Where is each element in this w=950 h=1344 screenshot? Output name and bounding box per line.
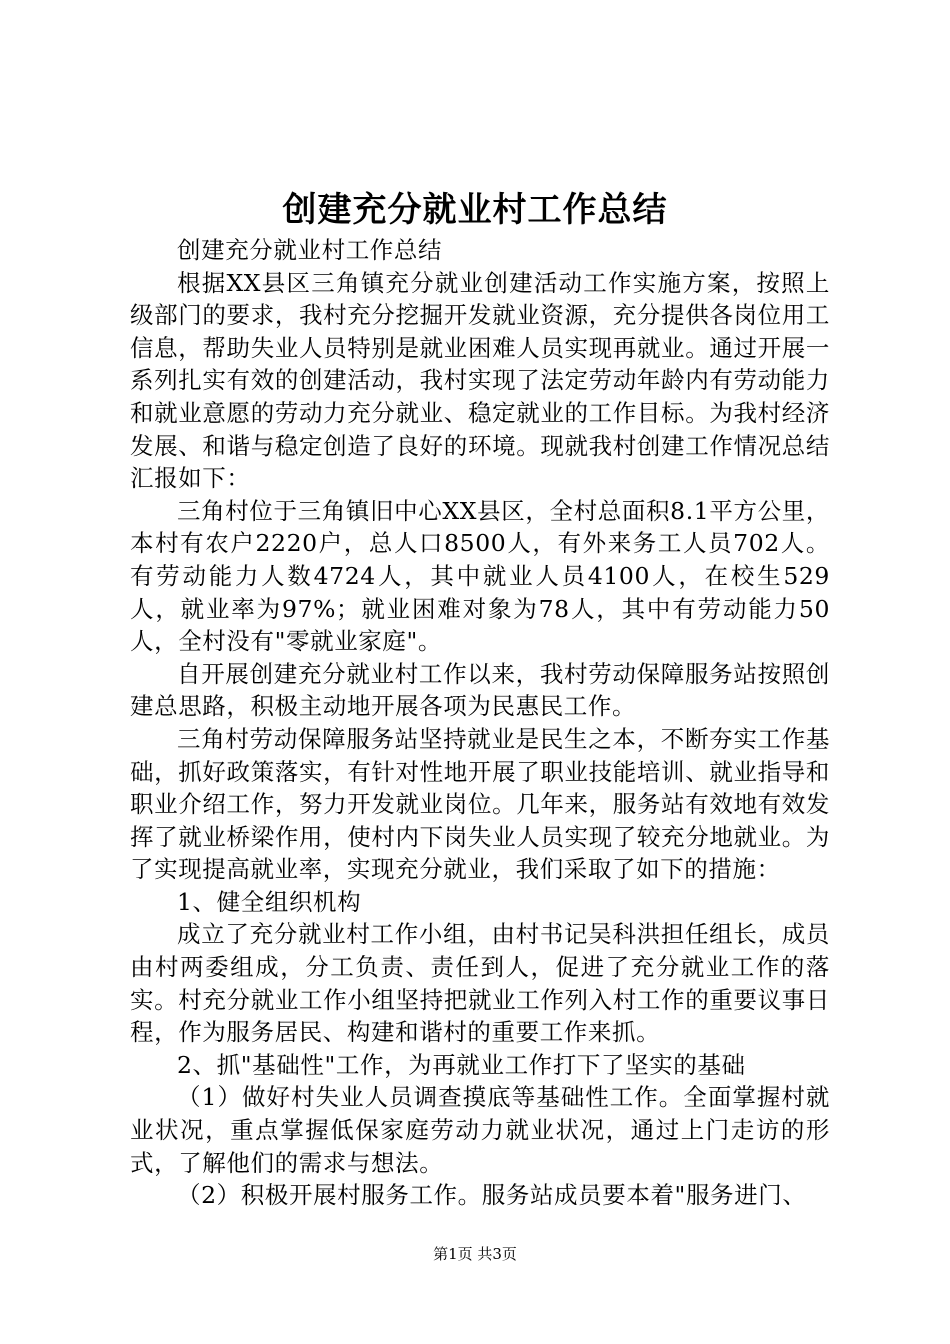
paragraph: 根据XX县区三角镇充分就业创建活动工作实施方案，按照上级部门的要求，我村充分挖掘开发就业资源，充分提供各岗位用工信息，帮助失业人员特别是就业困难人员实现再就业。通过开展一系列扎实有效的创建活动，我村实现了法定劳动年龄内有劳动能力和就业意愿的劳动力充分就业、稳定就业的工作目标。为我村经济发展、和谐与稳定创造了良好的环境。现就我村创建工作情况总结汇报如下： bbox=[130, 268, 830, 493]
document-body bbox=[130, 234, 830, 1212]
paragraph: 三角村位于三角镇旧中心XX县区，全村总面积8.1平方公里，本村有农户2220户，总人口8500人，有外来务工人员702人。有劳动能力人数4724人，其中就业人员4100人，在校生529人，就业率为97%；就业困难对象为78人，其中有劳动能力50人，全村没有"零就业家庭"。 bbox=[130, 496, 830, 656]
section-heading: 2、抓"基础性"工作，为再就业工作打下了坚实的基础 bbox=[177, 1050, 746, 1079]
paragraph: （2）积极开展村服务工作。服务站成员要本着"服务进门、 bbox=[177, 1181, 807, 1210]
paragraph: 创建充分就业村工作总结 bbox=[177, 236, 443, 264]
page-footer: 第1页 共3页 bbox=[433, 1245, 517, 1263]
document-title: 创建充分就业村工作总结 bbox=[282, 190, 668, 230]
paragraph: 成立了充分就业村工作小组，由村书记吴科洪担任组长，成员由村两委组成，分工负责、责任到人，促进了充分就业工作的落实。村充分就业工作小组坚持把就业工作列入村工作的重要议事日程，作为服务居民、构建和谐村的重要工作来抓。 bbox=[130, 920, 830, 1047]
paragraph: （1）做好村失业人员调查摸底等基础性工作。全面掌握村就业状况，重点掌握低保家庭劳动力就业状况，通过上门走访的形式，了解他们的需求与想法。 bbox=[130, 1083, 830, 1177]
paragraph: 自开展创建充分就业村工作以来，我村劳动保障服务站按照创建总思路，积极主动地开展各项为民惠民工作。 bbox=[130, 659, 830, 721]
paragraph: 三角村劳动保障服务站坚持就业是民生之本，不断夯实工作基础，抓好政策落实，有针对性地开展了职业技能培训、就业指导和职业介绍工作，努力开发就业岗位。几年来，服务站有效地有效发挥了就业桥梁作用，使村内下岗失业人员实现了较充分地就业。为了实现提高就业率，实现充分就业，我们采取了如下的措施： bbox=[130, 724, 830, 884]
section-heading: 1、健全组织机构 bbox=[177, 887, 362, 916]
